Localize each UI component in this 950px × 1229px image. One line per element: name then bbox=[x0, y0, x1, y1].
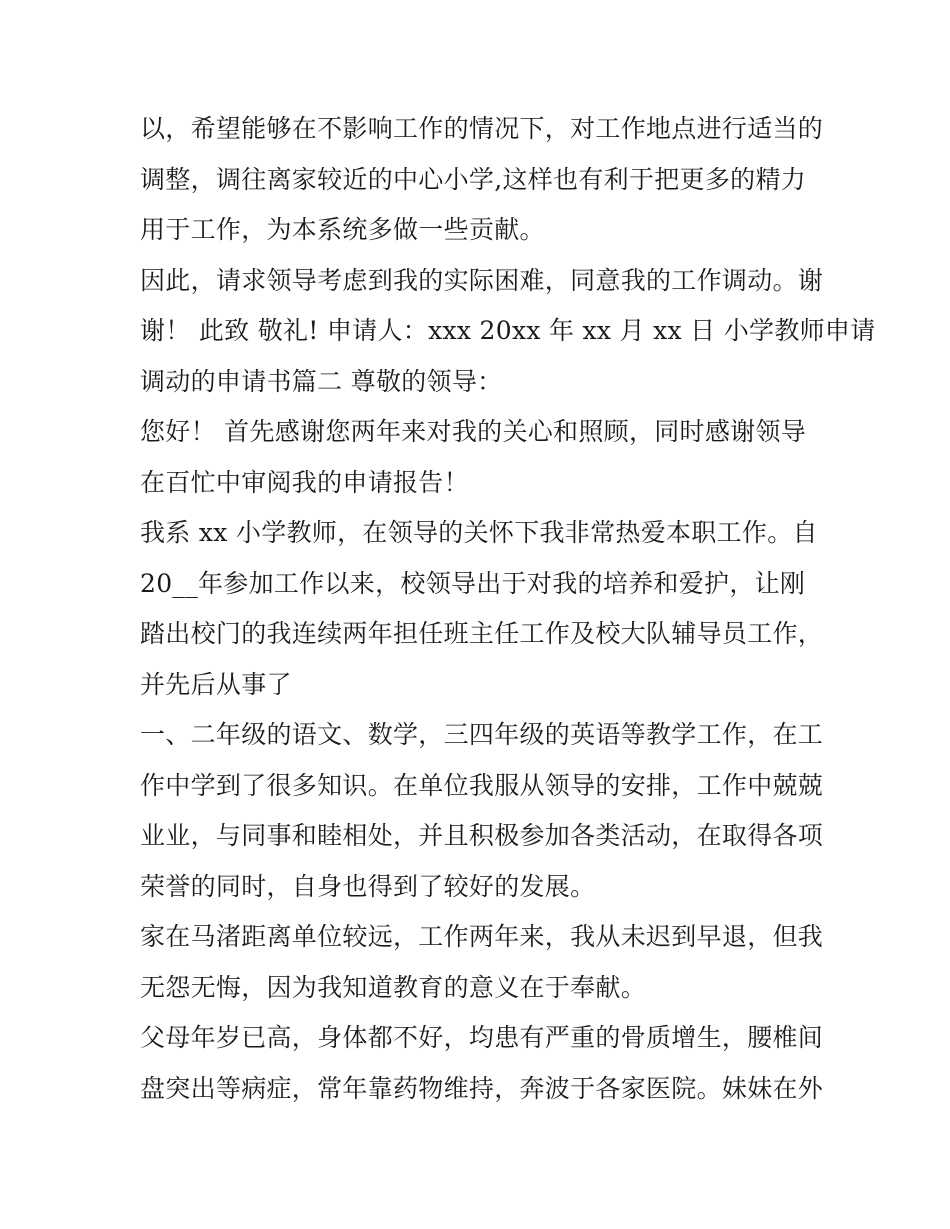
text-line: 并先后从事了 bbox=[140, 669, 292, 699]
text-line: 一、二年级的语文、数学，三四年级的英语等教学工作，在工 bbox=[140, 720, 824, 749]
text-line: 家在马渚距离单位较远，工作两年来，我从未迟到早退，但我 bbox=[140, 922, 824, 951]
text-line: 我系 xx 小学教师，在领导的关怀下我非常热爱本职工作。自 bbox=[140, 518, 818, 547]
text-line: 您好！ 首先感谢您两年来对我的关心和照顾，同时感谢领导 bbox=[140, 417, 807, 446]
text-line: 在百忙中审阅我的申请报告！ bbox=[140, 467, 469, 497]
text-line: 作中学到了很多知识。在单位我服从领导的安排，工作中兢兢 bbox=[140, 770, 824, 800]
text-line: 因此，请求领导考虑到我的实际困难，同意我的工作调动。谢 bbox=[140, 265, 824, 295]
text-line: 父母年岁已高，身体都不好，均患有严重的骨质增生，腰椎间 bbox=[140, 1023, 824, 1052]
text-line: 调整，调往离家较近的中心小学,这样也有利于把更多的精力 bbox=[140, 164, 807, 194]
text-line: 荣誉的同时，自身也得到了较好的发展。 bbox=[140, 871, 596, 901]
text-line: 盘突出等病症，常年靠药物维持，奔波于各家医院。妹妹在外 bbox=[140, 1073, 824, 1103]
document-body bbox=[140, 104, 876, 1114]
text-line: 20__年参加工作以来，校领导出于对我的培养和爱护，让刚 bbox=[140, 568, 806, 598]
text-line: 以，希望能够在不影响工作的情况下，对工作地点进行适当的 bbox=[140, 114, 824, 143]
text-line: 谢！ 此致 敬礼! 申请人：xxx 20xx 年 xx 月 xx 日 小学教师申请 bbox=[140, 316, 876, 345]
text-line: 无怨无悔，因为我知道教育的意义在于奉献。 bbox=[140, 972, 647, 1002]
text-line: 调动的申请书篇二 尊敬的领导： bbox=[140, 366, 503, 396]
text-line: 用于工作，为本系统多做一些贡献。 bbox=[140, 215, 545, 244]
text-line: 踏出校门的我连续两年担任班主任工作及校大队辅导员工作， bbox=[140, 619, 824, 648]
text-line: 业业，与同事和睦相处，并且积极参加各类活动，在取得各项 bbox=[140, 821, 824, 850]
